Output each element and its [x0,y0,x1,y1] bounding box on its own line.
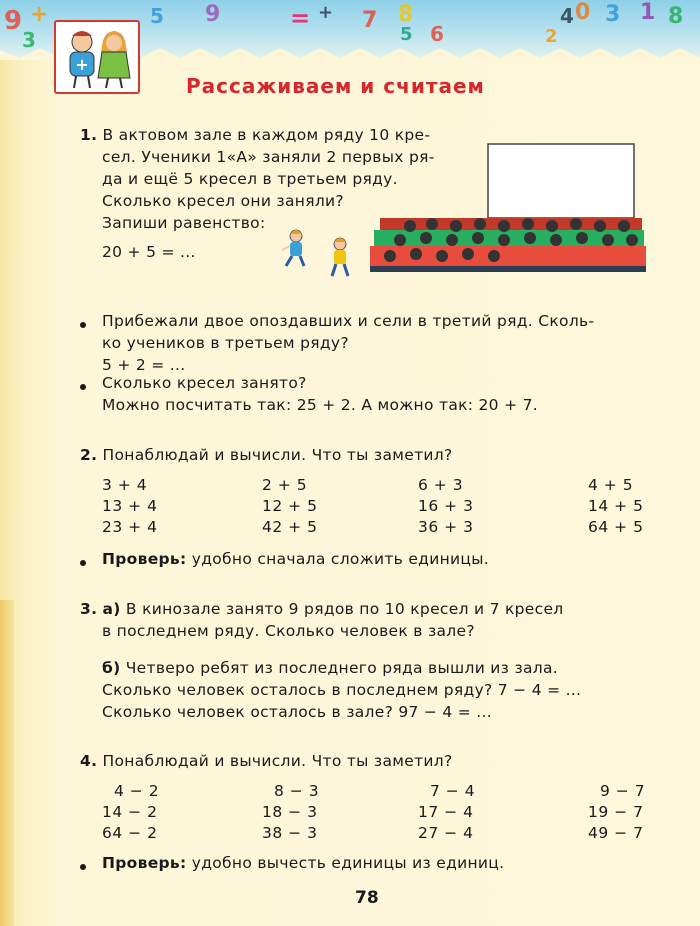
task1-question-line: Сколько кресел занято? [102,374,307,392]
math-lesson-icon [54,20,140,94]
children-icon [56,22,138,92]
banner-digit: 9 [205,2,221,27]
expression: 16 + 3 [418,497,474,515]
expression: 27 − 4 [418,824,474,842]
expression: 49 − 7 [588,824,644,842]
expression: 42 + 5 [262,518,318,536]
expression: 64 + 5 [588,518,644,536]
task3-part-a: 3. а) В кинозале занято 9 рядов по 10 кресел и 7 кресел [80,600,564,618]
banner-digit: = [290,4,311,32]
task4-column [262,781,319,844]
expression: 8 − 3 [274,782,320,800]
expression: 18 − 3 [262,803,318,821]
expression: 3 + 4 [102,476,148,494]
expression: 9 − 7 [600,782,646,800]
expression: 2 + 5 [262,476,308,494]
task4-column [102,781,159,844]
task1-line: Сколько кресел они заняли? [102,192,344,210]
banner-digit: 8 [668,4,684,29]
banner-digit: 3 [22,28,36,52]
expression: 6 + 3 [418,476,464,494]
task4-column [588,781,645,844]
task1-equation: 20 + 5 = ... [102,243,196,261]
task2-heading: 2. Понаблюдай и вычисли. Что ты заметил? [80,446,453,464]
task4-heading: 4. Понаблюдай и вычисли. Что ты заметил? [80,752,453,770]
banner-digit: 3 [605,2,621,27]
task-number: 2. [80,446,98,464]
banner-digit: + [318,2,334,23]
auditorium-illustration [370,140,670,290]
task3-line: Сколько человек осталось в последнем ряду? 7 − 4 = ... [102,681,582,699]
banner-digit: + [30,2,49,27]
task-number: 3. [80,600,98,618]
task2-hint: Проверь: удобно сначала сложить единицы. [102,550,489,568]
bullet-point [80,560,86,566]
expression: 13 + 4 [102,497,158,515]
task3-part-b: б) Четверо ребят из последнего ряда вышли из зала. [102,659,559,677]
banner-digit: 9 [4,6,23,36]
task1-question-line: ко учеников в третьем ряду? [102,334,349,352]
task2-column [102,475,157,538]
task1-line: Запиши равенство: [102,214,266,232]
expression: 14 − 2 [102,803,158,821]
task3-line: в последнем ряду. Сколько человек в зале? [102,622,475,640]
expression: 36 + 3 [418,518,474,536]
task2-column [588,475,643,538]
expression: 19 − 7 [588,803,644,821]
expression: 17 − 4 [418,803,474,821]
banner-digit: 1 [640,0,656,25]
bullet-point [80,384,86,390]
task2-column [418,475,473,538]
banner-digit: 8 [398,2,414,27]
expression: 4 − 2 [114,782,160,800]
task1-question-line: Прибежали двое опоздавших и сели в третий ряд. Сколь- [102,312,595,330]
banner-digit: 5 [400,24,413,45]
expression: 7 − 4 [430,782,476,800]
expression: 14 + 5 [588,497,644,515]
task2-column [262,475,317,538]
expression: 64 − 2 [102,824,158,842]
banner-digit: 6 [430,22,444,46]
task3-line: Сколько человек осталось в зале? 97 − 4 = ... [102,703,492,721]
task4-column [418,781,475,844]
page-title: Рассаживаем и считаем [186,74,485,98]
banner-digit: 4 [560,4,574,28]
banner-digit: 0 [575,0,591,25]
banner-digit: 5 [150,4,164,28]
task1-question-line: Можно посчитать так: 25 + 2. А можно так: 20 + 7. [102,396,538,414]
bullet-point [80,322,86,328]
task-number: 1. [80,126,98,144]
banner-digit: 2 [545,26,558,47]
expression: 38 − 3 [262,824,318,842]
task-number: 4. [80,752,98,770]
banner-digit: 7 [362,8,378,33]
task1-equation: 5 + 2 = ... [102,356,186,374]
task1-line: да и ещё 5 кресел в третьем ряду. [102,170,398,188]
task4-hint: Проверь: удобно вычесть единицы из единиц. [102,854,505,872]
page-edge-shading [0,600,14,926]
bullet-point [80,864,86,870]
expression: 4 + 5 [588,476,634,494]
page-number: 78 [355,888,379,908]
svg-text:+: + [75,55,89,74]
task1-line: 1. В актовом зале в каждом ряду 10 кре- [80,126,431,144]
expression: 12 + 5 [262,497,318,515]
running-children-illustration [280,226,360,282]
task1-line: сел. Ученики 1«А» заняли 2 первых ря- [102,148,435,166]
expression: 23 + 4 [102,518,158,536]
